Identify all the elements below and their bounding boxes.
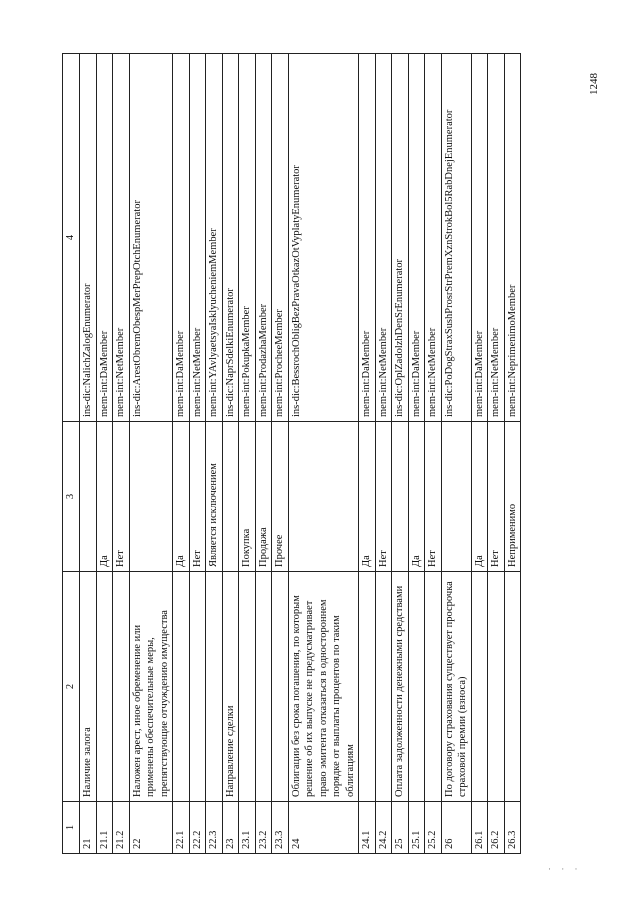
cell-col-3: Неприменимо <box>504 422 521 572</box>
table-row <box>272 54 289 854</box>
cell-col-1: 21 <box>80 802 97 854</box>
cell-col-3 <box>441 422 471 572</box>
cell-col-2 <box>272 572 289 802</box>
table-row <box>408 54 425 854</box>
table-row <box>488 54 505 854</box>
cell-col-4: ins-dic:PoDogStraxSushProsrStrPremXznStrokBol5RabDnejEnumerator <box>441 54 471 422</box>
cell-col-3: Нет <box>113 422 130 572</box>
cell-col-4: mem-int:NetMember <box>113 54 130 422</box>
cell-col-1: 26.3 <box>504 802 521 854</box>
cell-col-1: 22.2 <box>189 802 206 854</box>
table-row <box>255 54 272 854</box>
cell-col-4: mem-int:DaMember <box>471 54 488 422</box>
cell-col-1: 21.2 <box>113 802 130 854</box>
cell-col-2 <box>255 572 272 802</box>
cell-col-1: 25.2 <box>425 802 442 854</box>
cell-col-4: mem-int:NetMember <box>189 54 206 422</box>
cell-col-1: 25 <box>392 802 409 854</box>
cell-col-4: mem-int:ProdazhaMember <box>255 54 272 422</box>
cell-col-3: Является исключением <box>206 422 223 572</box>
table-row <box>96 54 113 854</box>
column-header-2: 2 <box>63 572 80 802</box>
table-body <box>80 54 521 854</box>
cell-col-3 <box>288 422 359 572</box>
cell-col-3: Да <box>96 422 113 572</box>
table-row <box>222 54 239 854</box>
cell-col-2 <box>113 572 130 802</box>
cell-col-4: ins-dic:NaprSdelkiEnumerator <box>222 54 239 422</box>
cell-col-1: 24.1 <box>359 802 376 854</box>
cell-col-4: ins-dic:ArestObremObespMerPrepOtchEnumerator <box>129 54 173 422</box>
cell-col-4: mem-int:PokupkaMember <box>239 54 256 422</box>
cell-col-2 <box>239 572 256 802</box>
cell-col-3 <box>129 422 173 572</box>
table-row <box>189 54 206 854</box>
cell-col-3: Да <box>408 422 425 572</box>
table-row <box>288 54 359 854</box>
scan-marks: · · · <box>548 864 582 874</box>
cell-col-1: 21.1 <box>96 802 113 854</box>
table-row <box>129 54 173 854</box>
cell-col-4: ins-dic:NalichZalogEnumerator <box>80 54 97 422</box>
cell-col-3: Нет <box>425 422 442 572</box>
cell-col-1: 23.2 <box>255 802 272 854</box>
cell-col-4: mem-int:DaMember <box>173 54 190 422</box>
cell-col-2 <box>408 572 425 802</box>
table-row <box>239 54 256 854</box>
cell-col-2: Облигации без срока погашения, по которым решение об их выпуске не предусматривает право эмитента отказаться в одностороннем порядке от выплаты процентов по таким облигациям <box>288 572 359 802</box>
cell-col-3: Нет <box>488 422 505 572</box>
cell-col-1: 23.3 <box>272 802 289 854</box>
table-row <box>206 54 223 854</box>
cell-col-3: Да <box>359 422 376 572</box>
cell-col-4: mem-int:ProcheeMember <box>272 54 289 422</box>
cell-col-2: Наличие залога <box>80 572 97 802</box>
cell-col-1: 26.2 <box>488 802 505 854</box>
column-header-1: 1 <box>63 802 80 854</box>
table-row <box>375 54 392 854</box>
cell-col-3 <box>80 422 97 572</box>
cell-col-4: ins-dic:OplZadolzhDenSrEnumerator <box>392 54 409 422</box>
cell-col-1: 22.3 <box>206 802 223 854</box>
table-row <box>471 54 488 854</box>
page-number-text: 1248 <box>588 73 600 95</box>
cell-col-1: 26.1 <box>471 802 488 854</box>
cell-col-3 <box>392 422 409 572</box>
cell-col-3: Да <box>173 422 190 572</box>
cell-col-1: 23.1 <box>239 802 256 854</box>
cell-col-3: Нет <box>375 422 392 572</box>
cell-col-4: mem-int:NetMember <box>488 54 505 422</box>
cell-col-3: Покупка <box>239 422 256 572</box>
cell-col-1: 26 <box>441 802 471 854</box>
cell-col-2 <box>206 572 223 802</box>
cell-col-4: ins-dic:BessrochObligBezPravaOtkazOtVyplatyEnumerator <box>288 54 359 422</box>
cell-col-1: 22.1 <box>173 802 190 854</box>
cell-col-2 <box>359 572 376 802</box>
cell-col-2 <box>425 572 442 802</box>
table-row <box>392 54 409 854</box>
cell-col-1: 23 <box>222 802 239 854</box>
cell-col-4: mem-int:NetMember <box>375 54 392 422</box>
cell-col-1: 25.1 <box>408 802 425 854</box>
cell-col-2: Направление сделки <box>222 572 239 802</box>
table-row <box>113 54 130 854</box>
cell-col-3: Нет <box>189 422 206 572</box>
cell-col-2: Оплата задолженности денежными средствами <box>392 572 409 802</box>
cell-col-4: mem-int:YAvlyaetsyaIsklyucheniemMember <box>206 54 223 422</box>
cell-col-2: Наложен арест, иное обременение или применены обеспечительные меры, препятствующие отчуждению имущества <box>129 572 173 802</box>
table-row <box>80 54 97 854</box>
cell-col-2 <box>96 572 113 802</box>
table-header-row <box>63 54 80 854</box>
cell-col-4: mem-int:DaMember <box>408 54 425 422</box>
column-header-4: 4 <box>63 54 80 422</box>
cell-col-2 <box>488 572 505 802</box>
cell-col-4: mem-int:NeprimenimoMember <box>504 54 521 422</box>
rotated-table-area <box>62 54 572 854</box>
cell-col-1: 24.2 <box>375 802 392 854</box>
cell-col-3: Прочее <box>272 422 289 572</box>
table-row <box>504 54 521 854</box>
cell-col-4: mem-int:NetMember <box>425 54 442 422</box>
cell-col-3 <box>222 422 239 572</box>
table-row <box>441 54 471 854</box>
table-rotation-wrapper <box>62 54 572 854</box>
page-number <box>582 64 606 104</box>
cell-col-4: mem-int:DaMember <box>359 54 376 422</box>
cell-col-4: mem-int:DaMember <box>96 54 113 422</box>
cell-col-2: По договору страхования существует просрочка страховой премии (взноса) <box>441 572 471 802</box>
code-table <box>62 53 521 854</box>
cell-col-2 <box>375 572 392 802</box>
table-row <box>425 54 442 854</box>
cell-col-3: Продажа <box>255 422 272 572</box>
column-header-3: 3 <box>63 422 80 572</box>
cell-col-2 <box>471 572 488 802</box>
cell-col-3: Да <box>471 422 488 572</box>
table-row <box>359 54 376 854</box>
table-row <box>173 54 190 854</box>
cell-col-2 <box>173 572 190 802</box>
cell-col-2 <box>504 572 521 802</box>
cell-col-1: 22 <box>129 802 173 854</box>
cell-col-2 <box>189 572 206 802</box>
cell-col-1: 24 <box>288 802 359 854</box>
